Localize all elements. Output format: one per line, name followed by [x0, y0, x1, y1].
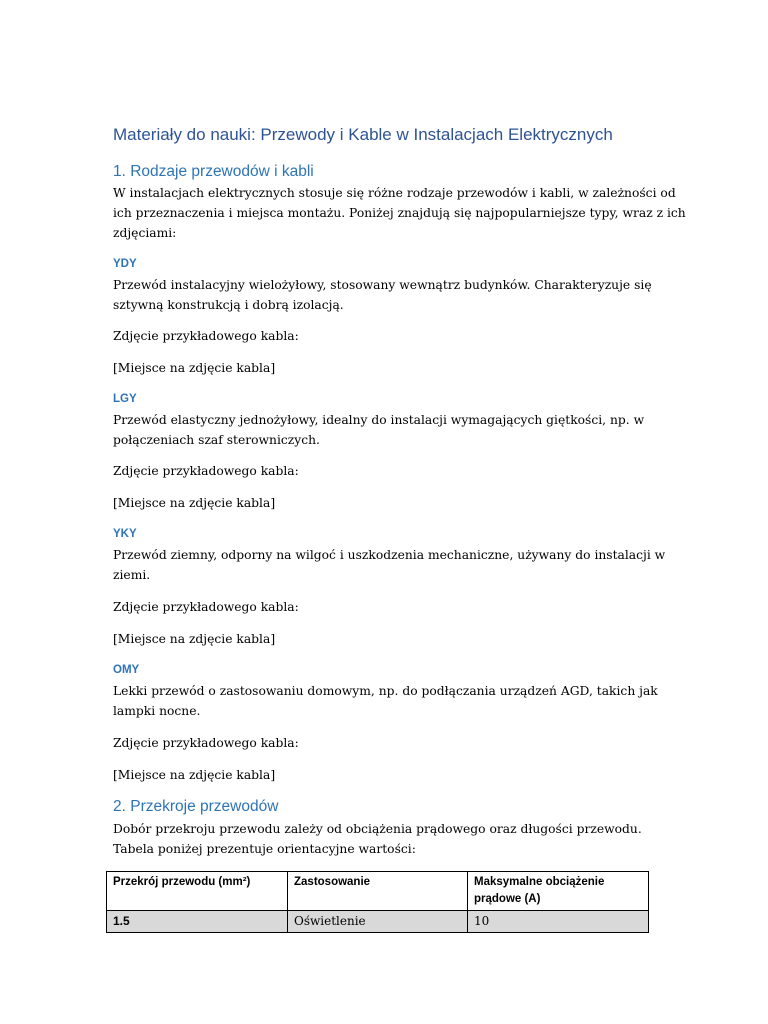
- table-header-cell: Przekrój przewodu (mm²): [107, 872, 288, 911]
- table-header-row: [107, 872, 649, 911]
- photo-label: Zdjęcie przykładowego kabla:: [113, 600, 299, 614]
- document-title: Materiały do nauki: Przewody i Kable w Instalacjach Elektrycznych: [113, 125, 613, 144]
- section-heading-cross-sections: 2. Przekroje przewodów: [113, 798, 279, 815]
- intro-line: ich przeznaczenia i miejsca montażu. Poniżej znajdują się najpopularniejsze typy, wraz z ich: [113, 206, 686, 220]
- table-header-cell: Maksymalne obciążenie prądowe (A): [468, 872, 649, 911]
- photo-label: Zdjęcie przykładowego kabla:: [113, 736, 299, 750]
- cable-type-heading-yky: YKY: [113, 528, 137, 540]
- intro-line: zdjęciami:: [113, 226, 177, 240]
- cable-description-line: Przewód ziemny, odporny na wilgoć i uszkodzenia mechaniczne, używany do instalacji w: [113, 548, 666, 562]
- photo-label: Zdjęcie przykładowego kabla:: [113, 329, 299, 343]
- intro-line: Tabela poniżej prezentuje orientacyjne wartości:: [113, 842, 416, 856]
- cable-description-line: Przewód elastyczny jednożyłowy, idealny do instalacji wymagających giętkości, np. w: [113, 413, 645, 427]
- cable-type-heading-ydy: YDY: [113, 258, 137, 270]
- table-cell: 10: [468, 911, 649, 933]
- photo-placeholder: [Miejsce na zdjęcie kabla]: [113, 361, 276, 375]
- cable-type-heading-lgy: LGY: [113, 393, 137, 405]
- cable-description-line: połączeniach szaf sterowniczych.: [113, 433, 320, 447]
- intro-line: W instalacjach elektrycznych stosuje się różne rodzaje przewodów i kabli, w zależności od: [113, 186, 676, 200]
- table-row: [107, 911, 649, 933]
- cable-description-line: Przewód instalacyjny wielożyłowy, stosowany wewnątrz budynków. Charakteryzuje się: [113, 278, 652, 292]
- cable-description-line: Lekki przewód o zastosowaniu domowym, np. do podłączania urządzeń AGD, takich jak: [113, 684, 658, 698]
- photo-label: Zdjęcie przykładowego kabla:: [113, 464, 299, 478]
- cable-description-line: sztywną konstrukcją i dobrą izolacją.: [113, 298, 344, 312]
- photo-placeholder: [Miejsce na zdjęcie kabla]: [113, 496, 276, 510]
- cross-section-table: [106, 871, 649, 933]
- table-cell: Oświetlenie: [288, 911, 468, 933]
- section-heading-types: 1. Rodzaje przewodów i kabli: [113, 163, 314, 180]
- cable-description-line: ziemi.: [113, 568, 151, 582]
- photo-placeholder: [Miejsce na zdjęcie kabla]: [113, 768, 276, 782]
- table-header-cell: Zastosowanie: [288, 872, 468, 911]
- photo-placeholder: [Miejsce na zdjęcie kabla]: [113, 632, 276, 646]
- cable-type-heading-omy: OMY: [113, 664, 140, 676]
- table-cell: 1.5: [107, 911, 288, 933]
- cable-description-line: lampki nocne.: [113, 704, 201, 718]
- intro-line: Dobór przekroju przewodu zależy od obciążenia prądowego oraz długości przewodu.: [113, 822, 642, 836]
